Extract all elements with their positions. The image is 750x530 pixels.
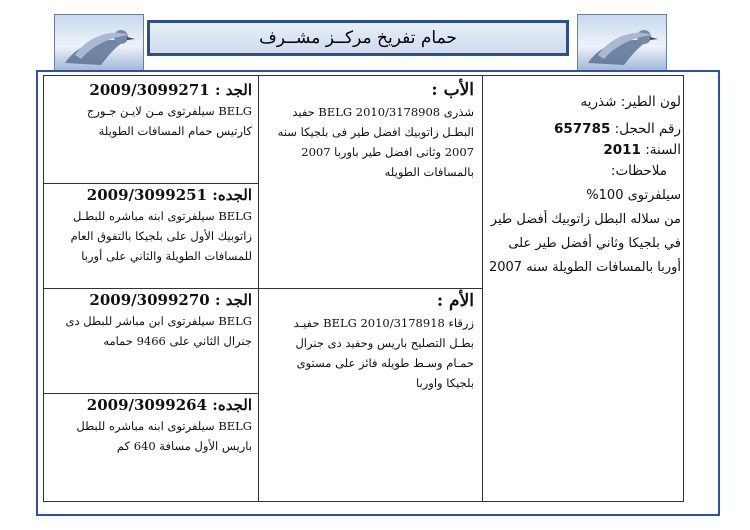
parents-divider	[258, 288, 482, 289]
grandparent-text: BELG سيلفرتوى ابنه مباشره للبطل باريس الأول مسافة 640 كم	[76, 419, 252, 453]
title-banner	[147, 20, 569, 56]
year-label: السنة:	[645, 142, 681, 158]
grandparent-ring: 2009/3099251	[86, 186, 208, 204]
grandparent-text: BELG سيلفرتوى مـن لايـن جـورج كارتيس حمام المسافات الطويلة	[86, 104, 252, 138]
dam-cell	[266, 291, 474, 393]
grandparent-label: الجده:	[212, 186, 252, 204]
grandparent-label: الجده:	[212, 396, 252, 414]
grandparent-ring: 2009/3099271	[89, 81, 210, 99]
grandparent-heading	[50, 186, 252, 204]
grandparent-heading	[50, 81, 252, 99]
grandparent-text: BELG سيلفرتوى ابنه مباشره للبطـل زاتوبيك الأول على بلجيكا بالتفوق العام للمسافات الطويلة والثاني على أوربا	[70, 209, 252, 263]
dam-text: زرقاء BELG 2010/3178918 حفيـد بطـل التصليح باريس وحفيد دى جنرال حمـام وسـط طويله فائز على مستوى بلجيكا واوربا	[293, 316, 474, 390]
pigeon-photo-right	[577, 14, 667, 72]
grandparent-label: الجد :	[214, 291, 252, 309]
grandparent-ring: 2009/3099264	[86, 396, 208, 414]
notes-line1: سيلفرتوى 100%	[586, 188, 681, 203]
gp-divider-3	[43, 393, 258, 394]
bird-color	[487, 92, 681, 113]
notes-label: ملاحظات:	[610, 163, 667, 179]
ring-label: رقم الحجل:	[614, 121, 681, 137]
dam-label: الأم :	[436, 291, 474, 311]
grandparent-cell	[50, 81, 252, 141]
sire-cell	[266, 80, 474, 182]
year-value: 2011	[603, 142, 641, 158]
grandparent-heading	[50, 291, 252, 309]
grandparent-cell	[50, 291, 252, 351]
grandparent-cell	[50, 396, 252, 456]
grandparent-heading	[50, 396, 252, 414]
sire-text: شذرى BELG 2010/3178908 حفيد البطـل زاتوبيك افضل طير فى بلجيكا سنه 2007 وثانى افضل طير باوربا 2007 بالمسافات الطويله	[277, 105, 474, 179]
gp-divider-2	[43, 288, 258, 289]
grandparent-ring: 2009/3099270	[89, 291, 210, 309]
ring-value: 657785	[554, 121, 611, 137]
bird-notes	[487, 184, 681, 280]
grandparent-label: الجد :	[214, 81, 252, 99]
pigeon-photo-left	[54, 14, 144, 72]
sire-label: الأب :	[431, 80, 474, 100]
grandparent-cell	[50, 186, 252, 266]
bird-year	[487, 140, 681, 161]
color-value: شذريه	[580, 94, 617, 110]
notes-body: من سلاله البطل زاتوبيك أفضل طير في بلجيكا وثاني أفضل طير على أوربا بالمسافات الطويلة سنه 2007	[488, 212, 681, 275]
gp-divider-1	[43, 183, 258, 184]
bird-ring	[487, 119, 681, 140]
page-title: حمام تفريخ مركــز مشــرف	[259, 28, 457, 48]
column-divider-2	[482, 75, 483, 502]
grandparent-text: BELG سيلفرتوى ابن مباشر للبطل دى جنرال الثاني على 9466 حمامه	[65, 314, 252, 348]
bird-info	[487, 92, 681, 280]
color-label: لون الطير:	[620, 94, 681, 110]
